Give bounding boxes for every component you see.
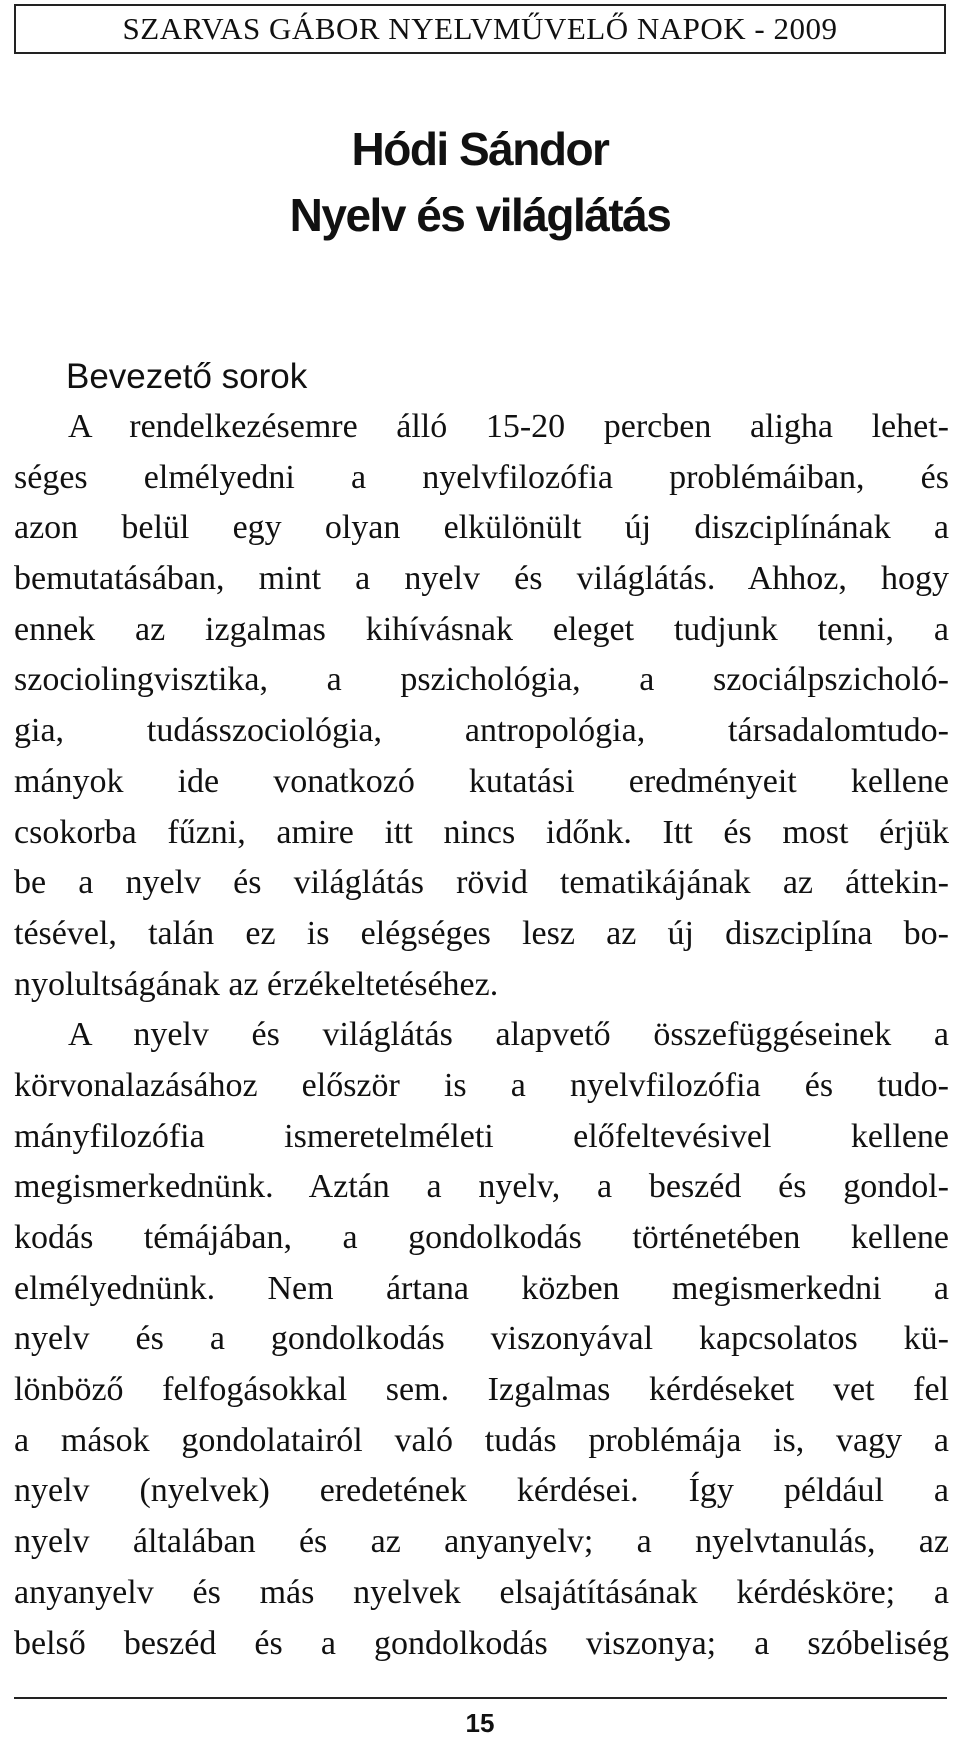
- text-line: kodás témájában, a gondolkodás történetében kellene: [14, 1219, 949, 1256]
- footer-rule: [14, 1697, 947, 1699]
- text-line: mányok ide vonatkozó kutatási eredményeit kellene: [14, 762, 949, 800]
- text-line: mányfilozófia ismeretelméleti előfeltevésivel kellene: [14, 1117, 949, 1155]
- text-line: azon belül egy olyan elkülönült új diszciplínának a: [14, 509, 949, 547]
- text-line: ennek az izgalmas kihívásnak eleget tudjunk tenni, a: [14, 610, 949, 648]
- text-line: belső beszéd és a gondolkodás viszonya; a szóbeliség: [14, 1624, 949, 1662]
- text-line: A rendelkezésemre álló 15-20 percben aligha lehet-: [68, 408, 949, 445]
- author-name: Hódi Sándor: [351, 123, 609, 175]
- page-number: 15: [465, 1708, 495, 1738]
- text-line: szociolingvisztika, a pszichológia, a szociálpszicholó-: [14, 661, 949, 699]
- text-line: nyelv általában és az anyanyelv; a nyelvtanulás, az: [14, 1523, 949, 1561]
- section-heading: Bevezető sorok: [66, 357, 308, 396]
- text-line: nyelv (nyelvek) eredetének kérdései. Így például a: [14, 1472, 949, 1510]
- text-line: lönböző felfogásokkal sem. Izgalmas kérdéseket vet fel: [14, 1371, 949, 1409]
- text-line: bemutatásában, mint a nyelv és világlátás. Ahhoz, hogy: [14, 560, 949, 598]
- text-line: gia, tudásszociológia, antropológia, társadalomtudo-: [14, 712, 949, 750]
- text-line: anyanyelv és más nyelvek elsajátításának kérdésköre; a: [14, 1573, 949, 1611]
- text-line: csokorba fűzni, amire itt nincs időnk. Itt és most érjük: [14, 813, 949, 851]
- text-line: be a nyelv és világlátás rövid tematikájának az áttekin-: [14, 864, 949, 902]
- article-title: Nyelv és világlátás: [289, 189, 671, 241]
- running-header: [14, 4, 946, 54]
- text-line: nyolultságának az érzékeltetéséhez.: [14, 965, 499, 1003]
- text-line: tésével, talán ez is elégséges lesz az új diszciplína bo-: [14, 914, 949, 952]
- text-line: körvonalazásához először is a nyelvfilozófia és tudo-: [14, 1066, 949, 1104]
- body-text: [14, 402, 949, 1669]
- text-line: elmélyednünk. Nem ártana közben megismerkedni a: [14, 1269, 949, 1307]
- running-header-text: SZARVAS GÁBOR NYELVMŰVELŐ NAPOK - 2009: [122, 11, 838, 46]
- text-line: séges elmélyedni a nyelvfilozófia problémáiban, és: [14, 458, 949, 496]
- text-line: nyelv és a gondolkodás viszonyával kapcsolatos kü-: [14, 1320, 949, 1358]
- text-line: A nyelv és világlátás alapvető összefüggéseinek a: [68, 1016, 949, 1054]
- text-line: megismerkednünk. Aztán a nyelv, a beszéd és gondol-: [14, 1168, 949, 1206]
- text-line: a mások gondolatairól való tudás problémája is, vagy a: [14, 1421, 949, 1459]
- article-title-block: [0, 116, 960, 248]
